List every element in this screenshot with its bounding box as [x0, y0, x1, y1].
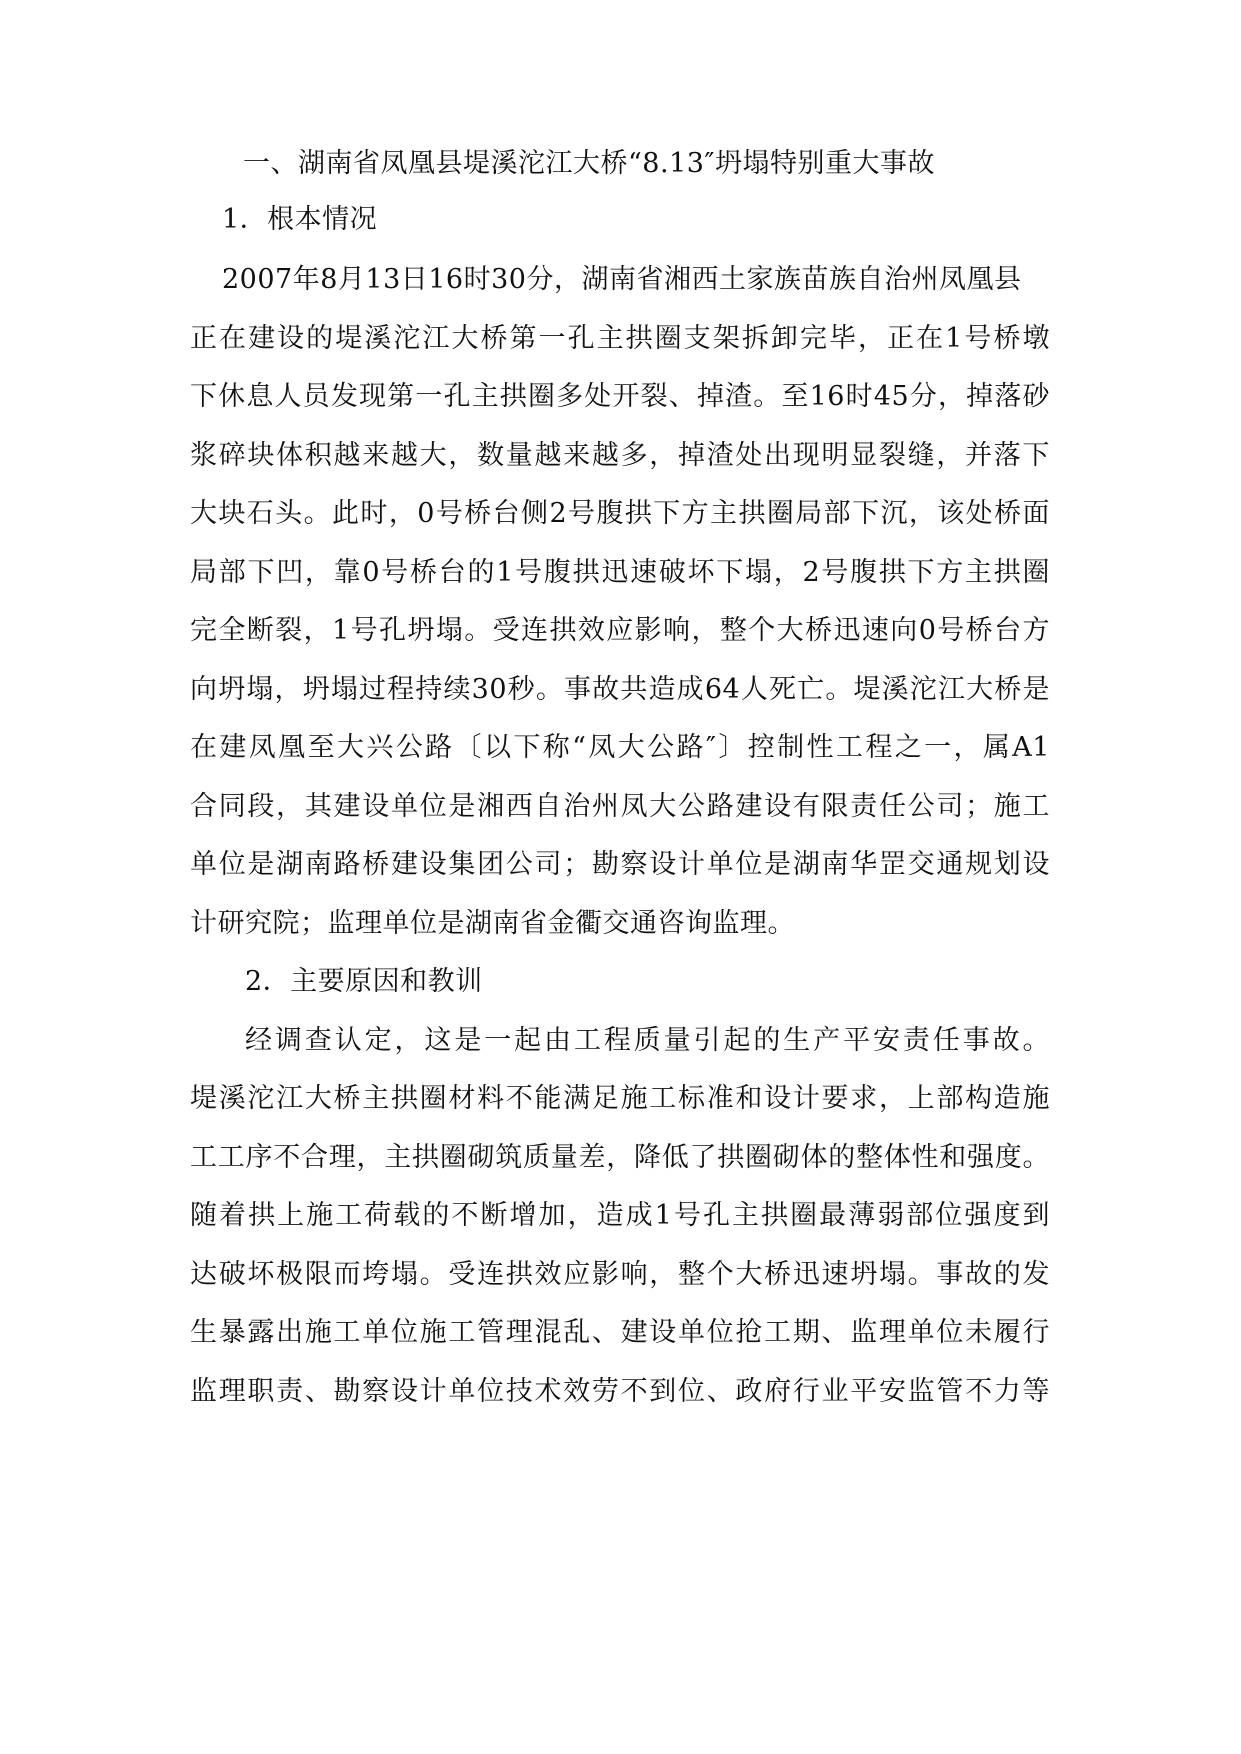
document-title: 一、湖南省凤凰县堤溪沱江大桥“8.13″坍塌特别重大事故	[243, 148, 936, 179]
paragraph-line: 大块石头。此时，0号桥台侧2号腹拱下方主拱圈局部下沉，该处桥面	[190, 498, 1050, 529]
paragraph-line: 浆碎块体积越来越大，数量越来越多，掉渣处出现明显裂缝，并落下	[190, 440, 1050, 471]
paragraph-line: 局部下凹，靠0号桥台的1号腹拱迅速破坏下塌，2号腹拱下方主拱圈	[190, 557, 1050, 588]
paragraph-line: 计研究院；监理单位是湖南省金衢交通咨询监理。	[190, 908, 795, 939]
paragraph-line: 堤溪沱江大桥主拱圈材料不能满足施工标准和设计要求，上部构造施	[190, 1083, 1050, 1114]
paragraph-line: 监理职责、勘察设计单位技术效劳不到位、政府行业平安监管不力等	[190, 1376, 1050, 1407]
paragraph-line: 工工序不合理，主拱圈砌筑质量差，降低了拱圈砌体的整体性和强度。	[190, 1142, 1050, 1173]
paragraph-line: 合同段，其建设单位是湘西自治州凤大公路建设有限责任公司；施工	[190, 791, 1050, 822]
paragraph-line: 正在建设的堤溪沱江大桥第一孔主拱圈支架拆卸完毕，正在1号桥墩	[190, 323, 1050, 354]
paragraph-line: 向坍塌，坍塌过程持续30秒。事故共造成64人死亡。堤溪沱江大桥是	[190, 674, 1050, 705]
paragraph-line: 完全断裂，1号孔坍塌。受连拱效应影响，整个大桥迅速向0号桥台方	[190, 615, 1050, 646]
paragraph-line: 2007年8月13日16时30分，湖南省湘西土家族苗族自治州凤凰县	[222, 264, 1022, 295]
section-heading-basic-info: 1．根本情况	[222, 204, 378, 235]
paragraph-line: 随着拱上施工荷载的不断增加，造成1号孔主拱圈最薄弱部位强度到	[190, 1200, 1050, 1231]
paragraph-line: 单位是湖南路桥建设集团公司；勘察设计单位是湖南华罡交通规划设	[190, 849, 1050, 880]
paragraph-line: 达破坏极限而垮塌。受连拱效应影响，整个大桥迅速坍塌。事故的发	[190, 1259, 1050, 1290]
section-heading-causes: 2．主要原因和教训	[245, 966, 483, 997]
paragraph-line: 下休息人员发现第一孔主拱圈多处开裂、掉渣。至16时45分，掉落砂	[190, 381, 1050, 412]
paragraph-line: 生暴露出施工单位施工管理混乱、建设单位抢工期、监理单位未履行	[190, 1317, 1050, 1348]
paragraph-line: 在建凤凰至大兴公路〔以下称“凤大公路″〕控制性工程之一，属A1	[190, 732, 1050, 763]
paragraph-line: 经调查认定，这是一起由工程质量引起的生产平安责任事故。	[245, 1025, 1050, 1056]
